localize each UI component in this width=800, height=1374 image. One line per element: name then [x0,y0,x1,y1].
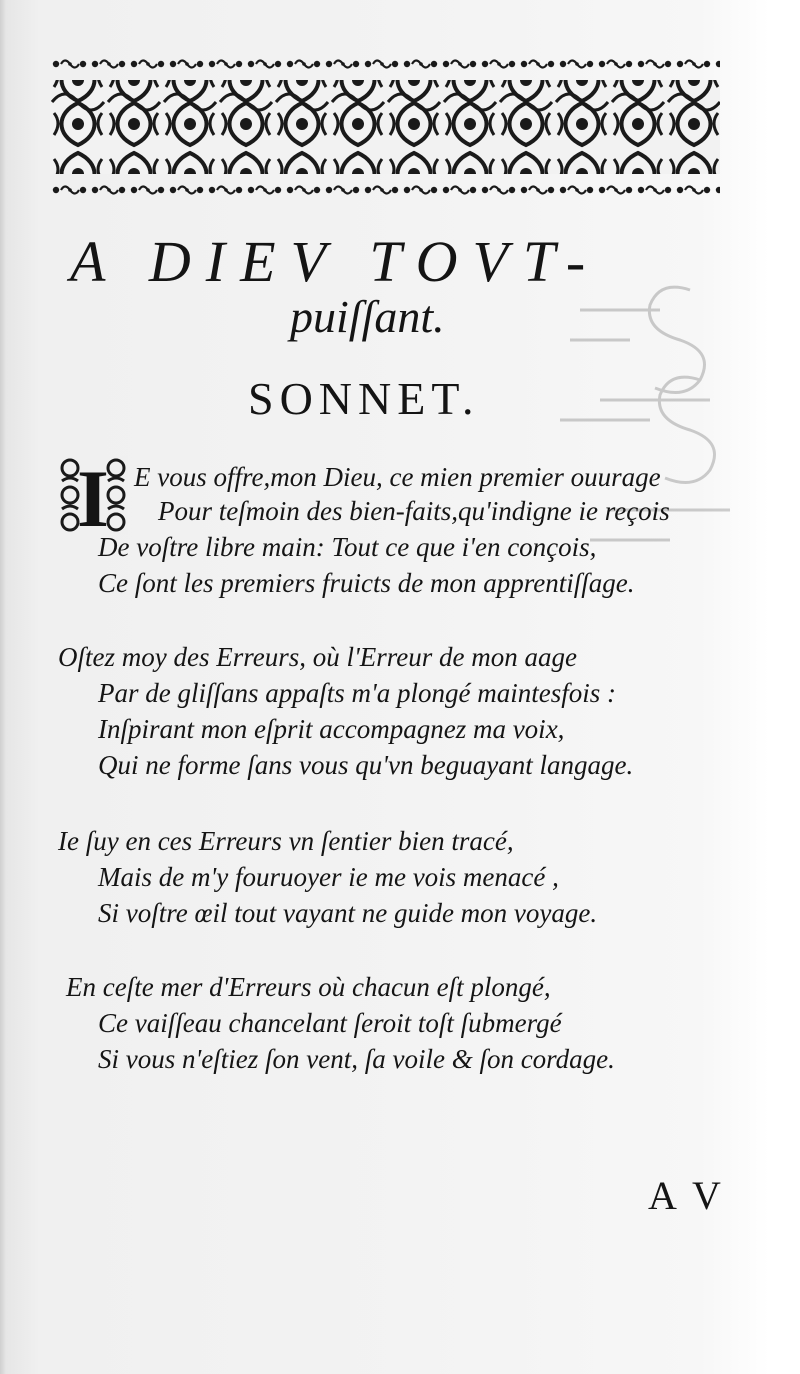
drop-cap-ornament [58,456,128,534]
poem-line: Ce ſont les premiers fruicts de mon apprentiſſage. [98,568,635,598]
poem-line: De voſtre libre main: Tout ce que i'en conçois, [98,532,597,562]
poem-line: E vous offre,mon Dieu, ce mien premier ouurage [134,462,661,492]
poem-line: Mais de m'y fouruoyer ie me vois menacé , [98,862,559,892]
poem-line: En ceſte mer d'Erreurs où chacun eſt plongé, [66,972,551,1002]
page-title-line-2: puiſſant. [290,291,445,342]
ornamental-headpiece [50,55,720,200]
poem-line: Par de gliſſans appaſts m'a plongé maintesfois : [98,678,617,708]
poem-line: Si vous n'eſtiez ſon vent, ſa voile & ſon cordage. [98,1044,615,1074]
poem-line: Ce vaiſſeau chancelant ſeroit toſt ſubmergé [98,1008,562,1038]
page-title-line-1: A DIEV TOVT- [70,229,601,294]
catchword: A V [648,1173,725,1218]
drop-cap-letter: I [77,456,109,534]
poem-line: Oſtez moy des Erreurs, où l'Erreur de mon aage [58,642,577,672]
poem-heading: SONNET. [248,373,480,424]
poem-line: Pour teſmoin des bien-faits,qu'indigne ie reçois [158,496,670,526]
poem-line: Ie ſuy en ces Erreurs vn ſentier bien tracé, [58,826,514,856]
poem-line: Inſpirant mon eſprit accompagnez ma voix, [98,714,565,744]
poem-line: Si voſtre œil tout vayant ne guide mon voyage. [98,898,598,928]
poem-line: Qui ne forme ſans vous qu'vn beguayant langage. [98,750,634,780]
